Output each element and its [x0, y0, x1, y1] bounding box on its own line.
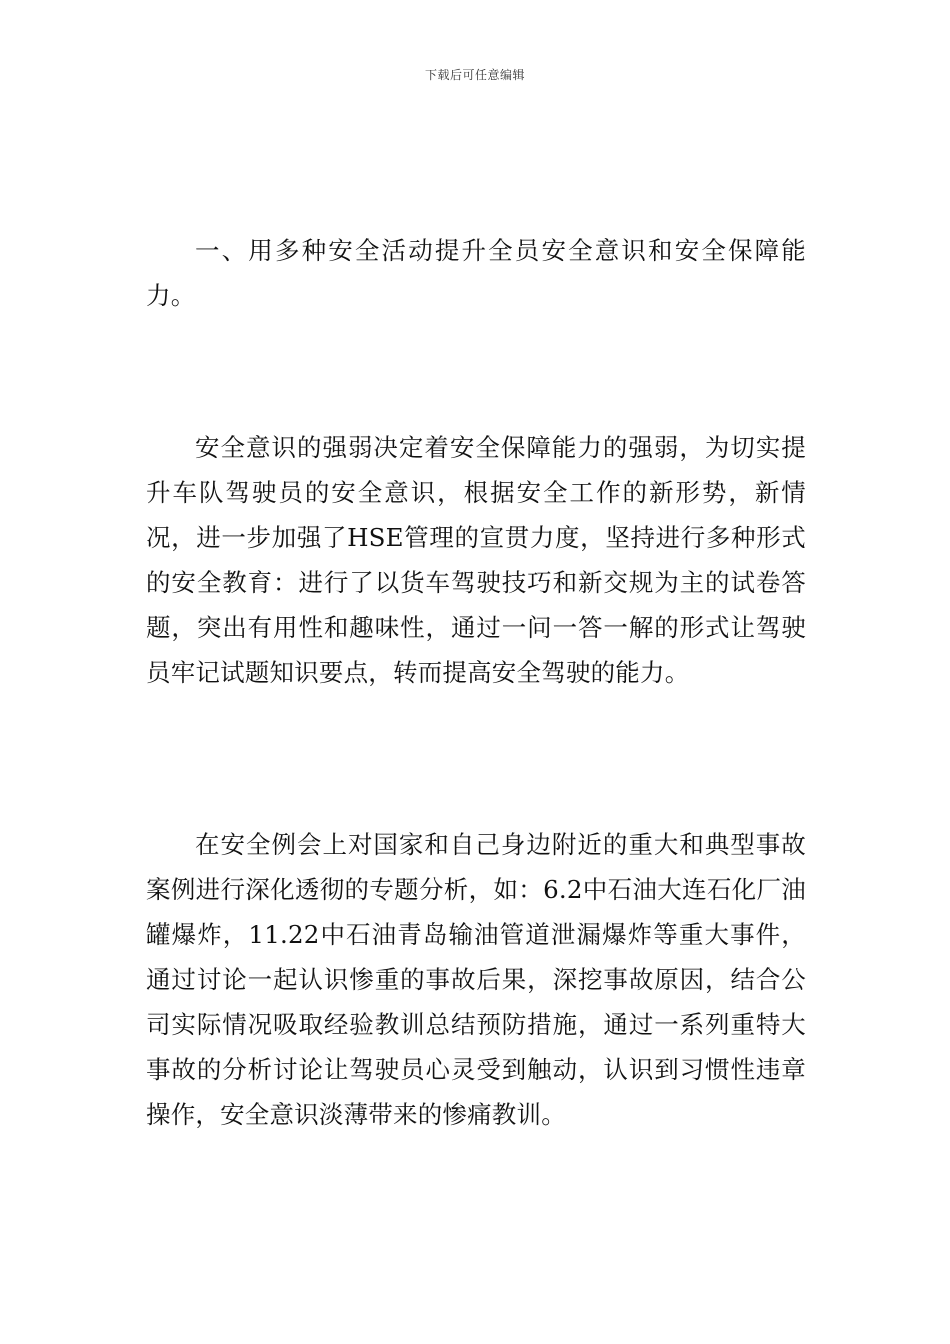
body-paragraph: 安全意识的强弱决定着安全保障能力的强弱，为切实提升车队驾驶员的安全意识，根据安全工作的新形势，新情况，进一步加强了HSE管理的宣贯力度，坚持进行多种形式的安全教育：进行了以货车驾驶技巧和新交规为主的试卷答题，突出有用性和趣味性，通过一问一答一解的形式让驾驶员牢记试题知识要点，转而提高安全驾驶的能力。: [146, 433, 806, 687]
page-header: 下载后可任意编辑: [424, 68, 525, 82]
body-paragraph: 在安全例会上对国家和自己身边附近的重大和典型事故案例进行深化透彻的专题分析，如：6.2中石油大连石化厂油罐爆炸，11.22中石油青岛输油管道泄漏爆炸等重大事件，通过讨论一起认识惨重的事故后果，深挖事故原因，结合公司实际情况吸取经验教训总结预防措施，通过一系列重特大事故的分析讨论让驾驶员心灵受到触动，认识到习惯性违章操作，安全意识淡薄带来的惨痛教训。: [146, 830, 806, 1129]
paragraph-container: [146, 425, 806, 695]
section-heading: 一、用多种安全活动提升全员安全意识和安全保障能力。: [146, 236, 806, 310]
section-heading-container: [146, 228, 806, 318]
paragraph-container: [146, 822, 806, 1137]
